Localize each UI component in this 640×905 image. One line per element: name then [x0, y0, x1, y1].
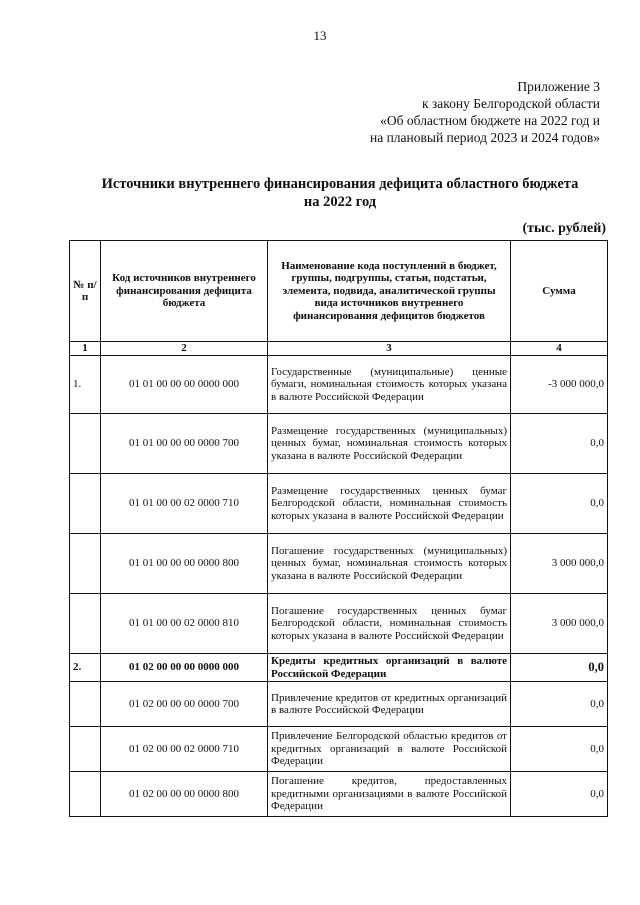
row-name: Государственные (муниципальные) ценные бумаги, номинальная стоимость которых указана в валюте Российской Федерации	[268, 356, 511, 414]
row-sum: 0,0	[511, 682, 608, 727]
row-code: 01 01 00 00 02 0000 710	[101, 474, 268, 534]
row-number: 1.	[70, 356, 101, 414]
column-number-row	[70, 342, 608, 356]
row-number	[70, 534, 101, 594]
row-number	[70, 682, 101, 727]
units-label: (тыс. рублей)	[522, 221, 606, 236]
table-row	[70, 414, 608, 474]
row-name: Привлечение кредитов от кредитных организаций в валюте Российской Федерации	[268, 682, 511, 727]
column-number: 4	[511, 342, 608, 356]
row-sum: 0,0	[511, 414, 608, 474]
row-number	[70, 727, 101, 772]
header-name: Наименование кода поступлений в бюджет, группы, подгруппы, статьи, подстатьи, элемента, подвида, аналитической группы вида источников внутреннего финансирования дефицитов бюджетов	[268, 241, 511, 342]
row-name: Размещение государственных (муниципальных) ценных бумаг, номинальная стоимость которых указана в валюте Российской Федерации	[268, 414, 511, 474]
row-number	[70, 772, 101, 817]
row-number	[70, 594, 101, 654]
row-code: 01 02 00 00 00 0000 700	[101, 682, 268, 727]
header-sum: Сумма	[511, 241, 608, 342]
row-sum: 0,0	[511, 772, 608, 817]
appendix-line-2: к закону Белгородской области	[422, 96, 600, 111]
table-header-row	[70, 241, 608, 342]
row-name: Размещение государственных ценных бумаг Белгородской области, номинальная стоимость которых указана в валюте Российской Федерации	[268, 474, 511, 534]
row-code: 01 01 00 00 00 0000 800	[101, 534, 268, 594]
row-name: Привлечение Белгородской областью кредитов от кредитных организаций в валюте Российской Федерации	[268, 727, 511, 772]
column-number: 2	[101, 342, 268, 356]
financing-sources-table	[69, 240, 608, 817]
row-name: Погашение кредитов, предоставленных кредитными организациями в валюте Российской Федерации	[268, 772, 511, 817]
row-code: 01 02 00 00 02 0000 710	[101, 727, 268, 772]
row-sum: -3 000 000,0	[511, 356, 608, 414]
table-row	[70, 534, 608, 594]
appendix-line-3: «Об областном бюджете на 2022 год и	[380, 113, 600, 128]
table-row	[70, 594, 608, 654]
row-sum: 0,0	[511, 474, 608, 534]
header-number: № п/п	[70, 241, 101, 342]
row-name: Погашение государственных (муниципальных) ценных бумаг, номинальная стоимость которых указана в валюте Российской Федерации	[268, 534, 511, 594]
table-row	[70, 727, 608, 772]
row-code: 01 01 00 00 00 0000 000	[101, 356, 268, 414]
header-code: Код источников внутреннего финансирования дефицита бюджета	[101, 241, 268, 342]
row-sum: 3 000 000,0	[511, 594, 608, 654]
row-code: 01 01 00 00 02 0000 810	[101, 594, 268, 654]
document-title-line-2: на 2022 год	[303, 194, 377, 210]
row-sum: 0,0	[511, 654, 608, 682]
row-number: 2.	[70, 654, 101, 682]
row-code: 01 02 00 00 00 0000 800	[101, 772, 268, 817]
table-row	[70, 474, 608, 534]
appendix-line-1: Приложение 3	[517, 79, 600, 94]
row-sum: 0,0	[511, 727, 608, 772]
document-title-line-1: Источники внутреннего финансирования дефицита областного бюджета	[101, 176, 579, 192]
row-sum: 3 000 000,0	[511, 534, 608, 594]
row-code: 01 01 00 00 00 0000 700	[101, 414, 268, 474]
table-row	[70, 356, 608, 414]
row-number	[70, 414, 101, 474]
document-title	[60, 175, 620, 211]
row-code: 01 02 00 00 00 0000 000	[101, 654, 268, 682]
table-row	[70, 682, 608, 727]
appendix-heading	[300, 78, 600, 146]
row-name: Погашение государственных ценных бумаг Белгородской области, номинальная стоимость которых указана в валюте Российской Федерации	[268, 594, 511, 654]
appendix-line-4: на плановый период 2023 и 2024 годов»	[369, 130, 600, 145]
table-row	[70, 654, 608, 682]
column-number: 3	[268, 342, 511, 356]
column-number: 1	[70, 342, 101, 356]
table-row	[70, 772, 608, 817]
row-name: Кредиты кредитных организаций в валюте Российской Федерации	[268, 654, 511, 682]
row-number	[70, 474, 101, 534]
page-number: 13	[313, 28, 327, 43]
